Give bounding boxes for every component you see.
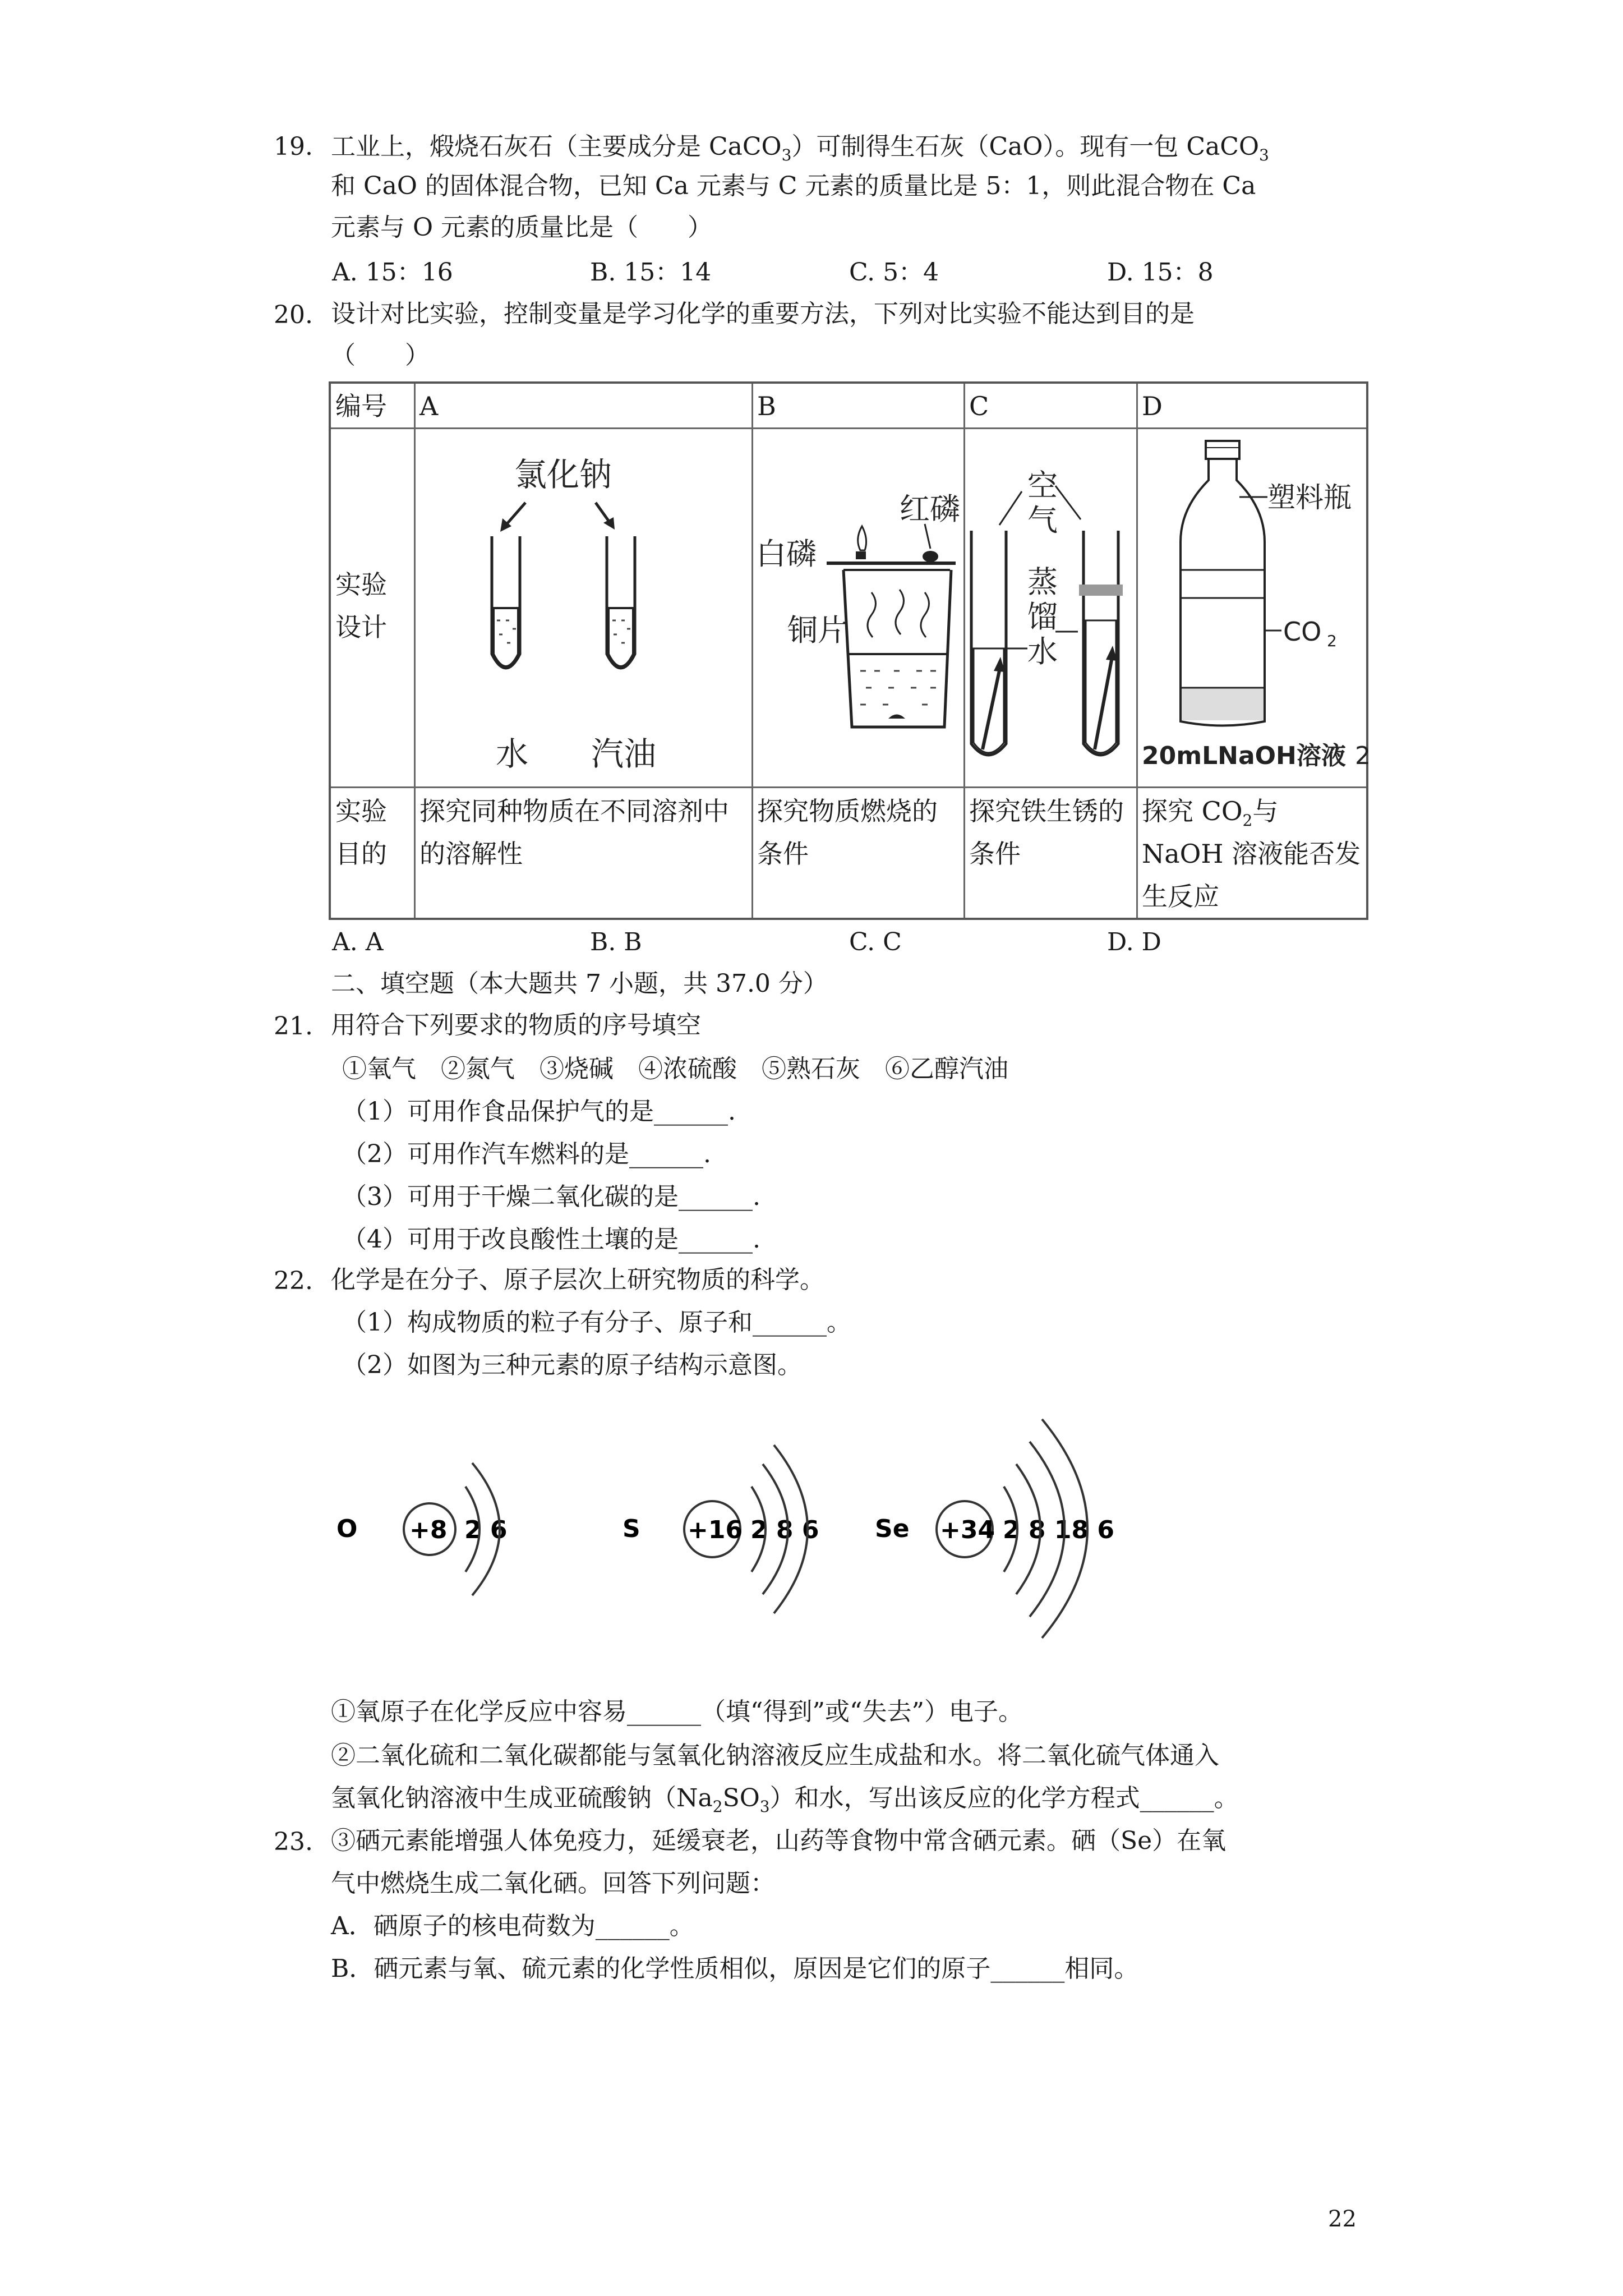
q21-number: 21. (274, 1012, 313, 1041)
q20-line2: （ ） (331, 341, 430, 370)
q19-option-b: B. 15：14 (590, 258, 712, 287)
atom-s-nucleus: +16 (688, 1516, 743, 1544)
q21-line1: 用符合下列要求的物质的序号填空 (331, 1011, 701, 1039)
row-design-label-2: 设计 (335, 612, 387, 642)
q21-sub1: （1）可用作食品保护气的是______. (342, 1097, 736, 1126)
q21-sub4: （4）可用于改良酸性土壤的是______. (342, 1225, 760, 1254)
table-col-d: D (1142, 391, 1163, 421)
q20-option-b: B. B (590, 928, 642, 956)
fig-d-gas-sub: 2 (1327, 632, 1337, 650)
q21-sub2: （2）可用作汽车燃料的是______. (342, 1140, 711, 1168)
fig-d-bottle-label: 塑料瓶 (1267, 481, 1352, 514)
q19-line1b: ）可制得生石灰（CaO）。现有一包 CaCO (791, 132, 1260, 161)
atom-se-shells: 2 8 18 6 (1003, 1516, 1115, 1544)
table-col-c: C (969, 391, 989, 421)
row-goal-label-2: 目的 (335, 839, 387, 869)
fig-c-air-2: 气 (1027, 503, 1058, 538)
q22-p1: ①氧原子在化学反应中容易______（填“得到”或“失去”）电子。 (331, 1697, 1023, 1726)
q22-line1: 化学是在分子、原子层次上研究物质的科学。 (331, 1266, 824, 1294)
q23-line1: ③硒元素能增强人体免疫力，延缓衰老，山药等食物中常含硒元素。硒（Se）在氧 (331, 1826, 1227, 1855)
figure-a-test-tubes (416, 430, 750, 785)
fig-d-cut-label: 2 (1355, 742, 1371, 770)
q19-line1 (331, 132, 1269, 164)
fig-c-water-2: 馏 (1027, 599, 1058, 634)
q22-sub1: （1）构成物质的粒子有分子、原子和______。 (342, 1308, 851, 1337)
q21-sub3: （3）可用于干燥二氧化碳的是______. (342, 1182, 760, 1211)
q22-number: 22. (274, 1267, 313, 1295)
row-design-label-1: 实验 (335, 569, 387, 600)
q19-line2: 和 CaO 的固体混合物，已知 Ca 元素与 C 元素的质量比是 5：1，则此混合物在 Ca (331, 172, 1256, 200)
figure-b-combustion (754, 430, 962, 785)
q19-option-c: C. 5：4 (849, 258, 939, 287)
q19-sub: 3 (781, 146, 792, 164)
atom-o-symbol: O (336, 1515, 358, 1543)
page-number: 22 (1328, 2206, 1357, 2232)
atom-s-symbol: S (623, 1515, 640, 1543)
fig-b-red-label: 红磷 (900, 491, 960, 527)
q22-p2b-sub-2: 3 (759, 1797, 770, 1816)
section-heading: 二、填空题（本大题共 7 小题，共 37.0 分） (331, 969, 828, 998)
table-col-a: A (419, 391, 439, 421)
q19-option-a: A. 15：16 (332, 258, 453, 287)
q22-p2b-text-3: ）和水，写出该反应的化学方程式______。 (769, 1784, 1239, 1812)
goal-d (1142, 790, 1366, 918)
atom-structure-diagrams (325, 1402, 1144, 1638)
q22-p2b-text-1: 氢氧化钠溶液中生成亚硫酸钠（Na (331, 1784, 713, 1812)
q22-p2b-sub-1: 2 (712, 1797, 723, 1816)
q19-line3: 元素与 O 元素的质量比是（ ） (331, 213, 713, 242)
fig-c-air-1: 空 (1027, 468, 1058, 503)
atom-o-nucleus: +8 (409, 1516, 448, 1544)
fig-c-water-3: 水 (1027, 634, 1058, 669)
q19-sub: 3 (1259, 146, 1269, 164)
q19-line1a: 工业上，煅烧石灰石（主要成分是 CaCO (331, 132, 782, 161)
fig-c-water-1: 蒸 (1027, 564, 1058, 600)
q23-a: A．硒原子的核电荷数为______。 (331, 1912, 694, 1940)
q20-option-a: A. A (332, 928, 384, 956)
goal-d-text-1: 探究 CO (1142, 796, 1243, 826)
atom-o-shells: 2 6 (464, 1516, 508, 1544)
experiment-table (329, 381, 1371, 920)
atom-se-symbol: Se (875, 1515, 910, 1543)
q19-number: 19. (274, 132, 313, 161)
fig-d-gas-label: CO (1283, 616, 1322, 647)
atom-s-shells: 2 8 6 (750, 1516, 819, 1544)
figure-c-rust (966, 430, 1135, 785)
fig-a-right-label: 汽油 (591, 735, 657, 773)
q20-number: 20. (274, 301, 313, 329)
atom-se-nucleus: +34 (940, 1516, 995, 1544)
q19-option-d: D. 15：8 (1107, 258, 1214, 287)
q23-line2: 气中燃烧生成二氧化硒。回答下列问题： (331, 1869, 775, 1898)
goal-d-sub: 2 (1242, 811, 1253, 830)
goal-a: 探究同种物质在不同溶剂中的溶解性 (419, 796, 729, 869)
q22-p2b (331, 1784, 1239, 1816)
q20-option-c: C. C (849, 928, 902, 956)
q20-option-d: D. D (1107, 928, 1161, 956)
fig-a-top-label: 氯化钠 (514, 455, 612, 494)
q23-b: B．硒元素与氧、硫元素的化学性质相似，原因是它们的原子______相同。 (331, 1954, 1139, 1983)
goal-c: 探究铁生锈的条件 (969, 796, 1124, 869)
fig-b-copper-label: 铜片 (787, 613, 848, 648)
table-header-label: 编号 (335, 391, 387, 421)
q23-number: 23. (274, 1828, 313, 1856)
goal-d-text-2: 与 NaOH 溶液能否发生反应 (1142, 796, 1361, 912)
q22-p2a: ②二氧化硫和二氧化碳都能与氢氧化钠溶液反应生成盐和水。将二氧化硫气体通入 (331, 1741, 1219, 1770)
goal-b: 探究物质燃烧的条件 (757, 796, 938, 869)
q21-items: ①氧气 ②氮气 ③烧碱 ④浓硫酸 ⑤熟石灰 ⑥乙醇汽油 (342, 1055, 1008, 1083)
fig-b-white-label: 白磷 (756, 536, 817, 572)
row-goal-label-1: 实验 (335, 796, 387, 826)
q22-sub2: （2）如图为三种元素的原子结构示意图。 (342, 1351, 802, 1379)
q22-p2b-text-2: SO (722, 1784, 760, 1812)
table-col-b: B (757, 391, 776, 421)
fig-d-naoh-label: 20mLNaOH溶液 (1142, 742, 1346, 770)
figure-d-bottle (1138, 430, 1371, 785)
fig-a-left-label: 水 (496, 735, 529, 773)
q20-line1: 设计对比实验，控制变量是学习化学的重要方法，下列对比实验不能达到目的是 (331, 300, 1195, 328)
